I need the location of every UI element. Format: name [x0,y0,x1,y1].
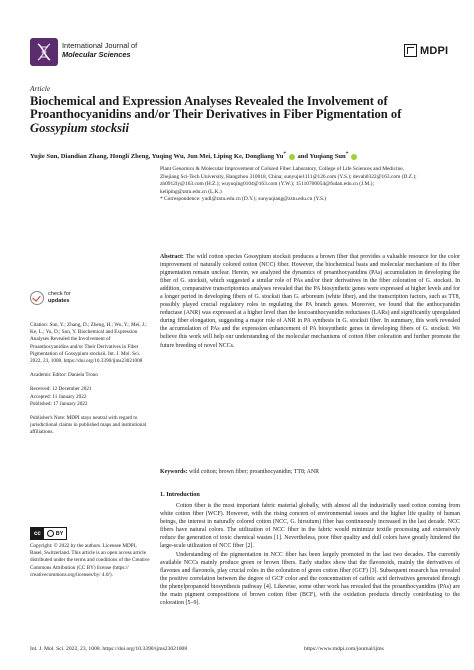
article-info-sidebar [30,322,150,444]
affiliation-block [160,166,460,204]
journal-name-line1: International Journal of [62,41,138,50]
section-heading: 1. Introduction [160,491,200,498]
check-updates-line2: updates [48,298,70,304]
authors-main: Yujie Sun, Diandian Zhang, Hongli Zheng, Yuqing Wu, Jun Mei, Liping Ke, Dongliang Yu [30,153,284,161]
keywords-label: Keywords: [160,469,188,475]
correspondence-line: * Correspondence: yudl@zstu.edu.cn (D.Y.); sunyuqiang@zstu.edu.cn (Y.S.) [160,196,327,203]
academic-editor: Academic Editor: Daniela Trono [30,372,98,379]
intro-paragraph-2: Understanding of the pigmentation in NCC fiber has been largely promoted in the last two decades. The currently available NCCs mainly produce green or brown fibers. Early studies show that the flavonoids, mainly the derivatives of flavones and flavonols, play crucial roles in the coloration of green cotton fiber (GCF) [3]. Subsequent research has revealed the positive correlation between the degree of GCF color and the concentration of caffeic acid derivatives generated through the phenylpropanoid biosynthesis pathway [4]. Likewise, some other work has revealed that the proanthocyanidins (PAs) are the main pigment compositions of brown cotton fiber (BCF), with the oxidation products directly contributing to the coloration [5–9]. [160,551,460,607]
citation: Citation: Sun, Y.; Zhang, D.; Zheng, H.; Wu, Y.; Mei, J.; Ke, L.; Yu, D.; Sun, Y. Biochemical and Expression Analyses Revealed the Involvement of Proanthocyanidins and/or Their Derivatives in Fiber Pigmentation of Gossypium stocksii. Int. J. Mol. Sci. 2022, 23, 1008. https://doi.org/10.3390/ijms23021008 [30,322,147,365]
abstract [160,253,460,350]
intro-paragraph-1: Cotton fiber is the most important fabric material globally, with almost all the industrially used cotton coming from white cotton fiber (WCF). However, with the rising concern of environmental issues and the higher life quality of human beings, the interest in naturally colored cotton (NCC, G. hirsutum) fiber has continuously increased in the last decade. NCC fibers have natural colors. The utilization of NCC fiber in the fabric would minimize textile processing and extensively reduce the generation of toxic chemical wastes [1]. Nevertheless, poor fiber quality and dull colors have greatly hindered the large-scale utilization of NCC fiber [2]. [160,503,460,550]
affiliation-line: Zhejiang Sci-Tech University, Hangzhou 310018, China; sunyujie1111@126.com (Y.S.); devah0322@163.com (D.Z.); [160,173,417,180]
publisher-note: Publisher's Note: MDPI stays neutral with regard to jurisdictional claims in published maps and institutional affiliations. [30,415,147,436]
cc-by-icon[interactable] [30,527,67,540]
article-type: Article [30,84,51,93]
by-label: BY [55,530,64,537]
check-updates-line1: check for [48,291,71,298]
cc-label: cc [31,528,44,539]
journal-name[interactable] [62,41,137,59]
footer-citation[interactable]: Int. J. Mol. Sci. 2022, 23, 1008. https://doi.org/10.3390/ijms23021008 [30,646,188,652]
date-published: Published: 17 January 2022 [30,400,88,407]
mdpi-logo[interactable] [404,44,448,57]
abstract-text: The wild cotton species Gossypium stocksii produces a brown fiber that provides a valuable resource for the color improvement of naturally colored cotton (NCC) fiber. However, the biochemical basis and molecular mechanism of its fiber pigmentation remain unclear. Herein, we analyzed the dynamics of proanthocyanidins (PAs) accumulation in developing the fiber of G. stocksii, which suggested a similar role of PAs and/or their derivatives in the fiber coloration of G. stocksii. In addition, comparative transcriptomics analyses revealed that the PA biosynthetic genes were expressed at higher levels and for a longer period in developing fibers of G. stocksii than G. arboreum (white fiber), and the transcription factors, such as TT8, possibly played crucial regulatory roles in regulating the PA branch genes. Moreover, we found that the anthocyanidin reductase (ANR) was expressed at a higher level than the leucoanthocyanidin reductases (LARs) and significantly upregulated during fiber elongation, suggesting a major role of ANR in PA synthesis in G. stocksii fiber. In summary, this work revealed the accumulation of PAs and the expression enhancement of PA biosynthetic genes in developing fibers of G. stocksii. We believe this work will help our understanding of the molecular mechanisms of cotton fiber coloration and further promote the future breeding of novel NCCs. [160,254,460,349]
journal-logo-icon [30,38,58,66]
journal-name-line2: Molecular Sciences [62,50,131,59]
affiliation-line: zh0912ly@163.com (H.Z.); wuyuqing0104@163.com (Y.W.); 15110700054@fudan.edu.cn (J.M.); [160,181,374,188]
title-main: Biochemical and Expression Analyses Revealed the Involvement of Proanthocyanidins and/or Their Derivatives in Fiber Pigmentation of [30,94,402,122]
article-dates [30,386,150,408]
abstract-label: Abstract: [160,254,184,260]
author-list: Yujie Sun, Diandian Zhang, Hongli Zheng, Yuqing Wu, Jun Mei, Liping Ke, Dongliang Yu* and Yuqiang Sun* [30,150,460,162]
mdpi-logo-icon [404,44,417,57]
introduction-body [160,502,460,607]
check-for-updates-button[interactable] [30,291,71,305]
copyright-notice: Copyright: © 2022 by the authors. Licensee MDPI, Basel, Switzerland. This article is an open access article distributed under the terms and conditions of the Creative Commons Attribution (CC BY) license (https:// creativecommons.org/licenses/by/ 4.0/). [30,543,150,578]
date-accepted: Accepted: 11 January 2022 [30,393,87,400]
title-species: Gossypium stocksii [30,120,130,135]
article-title [30,95,450,135]
check-for-updates-icon [30,291,44,305]
keywords-text: wild cotton; brown fiber; proanthocyanidin; TT8; ANR [188,469,320,475]
orcid-icon[interactable] [351,154,357,160]
affiliation-line: Plant Genomics & Molecular Improvement of Colored Fiber Laboratory, College of Life Sciences and Medicine, [160,166,404,172]
keywords [160,468,460,476]
publisher-name: MDPI [420,44,449,57]
date-received: Received: 12 December 2021 [30,386,92,393]
footer-journal-link[interactable]: https://www.mdpi.com/journal/ijms [304,646,384,652]
attribution-icon [47,530,54,537]
orcid-icon[interactable] [289,154,295,160]
authors-tail: and Yuqiang Sun [295,153,346,161]
affiliation-line: keliping@zstu.edu.cn (L.K.) [160,188,222,195]
